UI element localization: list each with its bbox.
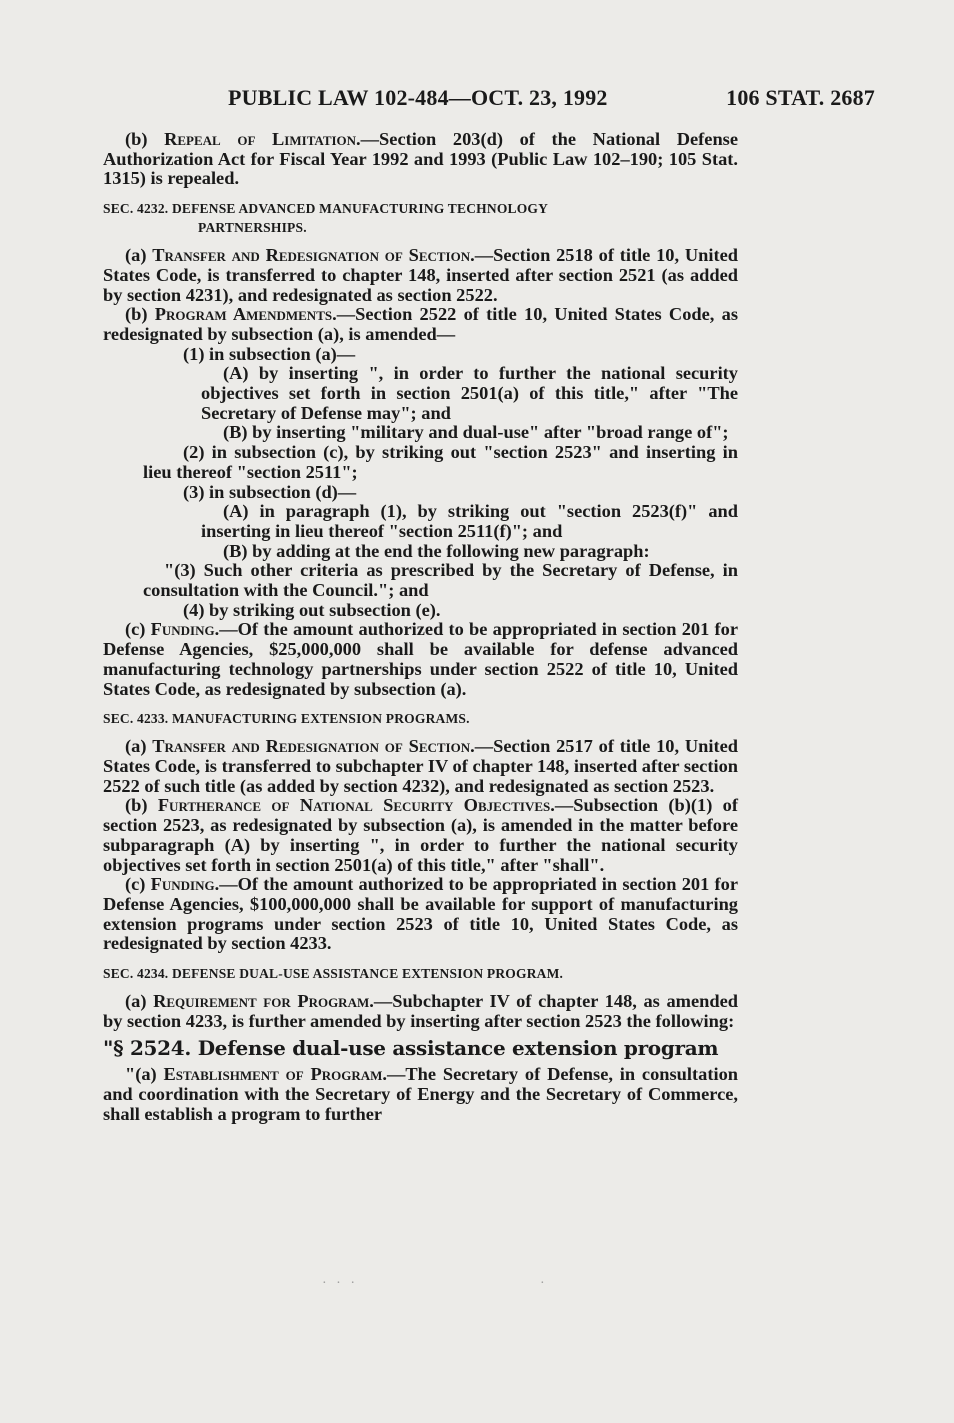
list-item: (A) by inserting ", in order to further the national security objectives set forth in section 2501(a) of this title," after "The Secretary of Defense may"; and (201, 363, 738, 423)
paragraph-caption: Transfer and Redesignation of Section. (152, 245, 475, 266)
stat-page-reference: 106 STAT. 2687 (726, 85, 875, 110)
paragraph-label: (c) (125, 619, 151, 640)
paragraph-caption: Program Amendments. (154, 304, 337, 325)
list-item: (B) by adding at the end the following new paragraph: (223, 540, 650, 561)
subsection-a (103, 737, 738, 796)
paragraph-text: —Subchapter IV of chapter 148, as amended by section 4233, is further amended by inserting after section 2523 the following: (103, 991, 738, 1031)
law-title: PUBLIC LAW 102-484—OCT. 23, 1992 (228, 85, 608, 110)
paragraph-label: (b) (125, 304, 155, 325)
quoted-paragraph: "(3) Such other criteria as prescribed by the Secretary of Defense, in consultation with the Council."; and (143, 560, 738, 601)
new-section-2524-heading: "§ 2524. Defense dual-use assistance extension program (103, 1036, 719, 1061)
establishment-paragraph (103, 1065, 738, 1124)
section-heading-line: SEC. 4232. DEFENSE ADVANCED MANUFACTURING TECHNOLOGY (103, 201, 549, 217)
section-4232-heading (103, 199, 738, 237)
page-header (100, 85, 875, 111)
list-item: (4) by striking out subsection (e). (183, 599, 441, 620)
paragraph-text: —Of the amount authorized to be appropriated in section 201 for Defense Agencies, $100,000,000 shall be available for support of manufacturing extension programs under section 2523 of title 10, United States Code, as redesignated by section 4233. (103, 874, 738, 954)
subsection-b (103, 796, 738, 875)
paragraph-label: (a) (125, 245, 153, 266)
paragraph-caption: Funding. (150, 874, 220, 895)
paragraph-label: (a) (125, 736, 153, 757)
list-item: (3) in subsection (d)— (183, 481, 357, 502)
subsection-c (103, 875, 738, 954)
paragraph-label: "(a) (125, 1064, 164, 1085)
section-4234-heading: SEC. 4234. DEFENSE DUAL-USE ASSISTANCE EXTENSION PROGRAM. (103, 966, 564, 982)
subsection-c (103, 620, 738, 699)
paragraph-caption: Establishment of Program. (163, 1064, 388, 1085)
paragraph-label: (c) (125, 874, 151, 895)
paragraph-label: (a) (125, 991, 154, 1012)
paragraph-caption: Furtherance of National Security Objectives. (157, 795, 555, 816)
paragraph-caption: Funding. (150, 619, 220, 640)
paragraph-text: —Section 203(d) of the National Defense Authorization Act for Fiscal Year 1992 and 1993 (Public Law 102–190; 105 Stat. 1315) is repealed. (103, 129, 739, 189)
subsection-a (103, 992, 738, 1031)
subsection-a (103, 246, 738, 305)
document-body (103, 130, 738, 1124)
list-item: (2) in subsection (c), by striking out "section 2523" and inserting in lieu thereof "section 2511"; (143, 442, 738, 482)
paragraph-label: (b) (125, 129, 165, 149)
section-4233-heading: SEC. 4233. MANUFACTURING EXTENSION PROGRAMS. (103, 711, 470, 727)
paragraph-text: —Section 2522 of title 10, United States Code, as redesignated by subsection (a), is amended— (103, 304, 738, 344)
paragraph-text: —Of the amount authorized to be appropriated in section 201 for Defense Agencies, $25,000,000 shall be available for defense advanced manufacturing technology partnerships under section 2522 of title 10, United States Code, as redesignated by subsection (a). (103, 619, 738, 699)
list-item: (B) by inserting "military and dual-use" after "broad range of"; (223, 422, 729, 443)
paragraph-text: —Subsection (b)(1) of section 2523, as redesignated by subsection (a), is amended in the matter before subparagraph (A) by inserting ", in order to further the national security objectives set forth in section 2501(a) of this title," after "shall". (103, 795, 738, 875)
list-item: (1) in subsection (a)— (183, 343, 356, 364)
subsection-b (103, 305, 738, 344)
section-heading-line: PARTNERSHIPS. (198, 220, 307, 236)
paragraph-label: (b) (125, 795, 158, 816)
paragraph-text: —Section 2518 of title 10, United States Code, is transferred to chapter 148, inserted after section 2521 (as added by section 4231), and redesignated as section 2522. (103, 245, 738, 305)
paragraph-text: —The Secretary of Defense, in consultation and coordination with the Secretary of Energy and the Secretary of Commerce, shall establish a program to further (103, 1064, 738, 1124)
paragraph-caption: Requirement for Program. (153, 991, 374, 1012)
scan-specks: · · · · (322, 1276, 548, 1291)
repeal-of-limitation-paragraph (103, 130, 738, 189)
paragraph-caption: Transfer and Redesignation of Section. (152, 736, 475, 757)
list-item: (A) in paragraph (1), by striking out "section 2523(f)" and inserting in lieu thereof "section 2511(f)"; and (201, 501, 738, 541)
paragraph-caption: Repeal of Limitation. (164, 129, 361, 149)
paragraph-text: —Section 2517 of title 10, United States Code, is transferred to subchapter IV of chapter 148, inserted after section 2522 of such title (as added by section 4232), and redesignated as section 2523. (103, 736, 738, 796)
